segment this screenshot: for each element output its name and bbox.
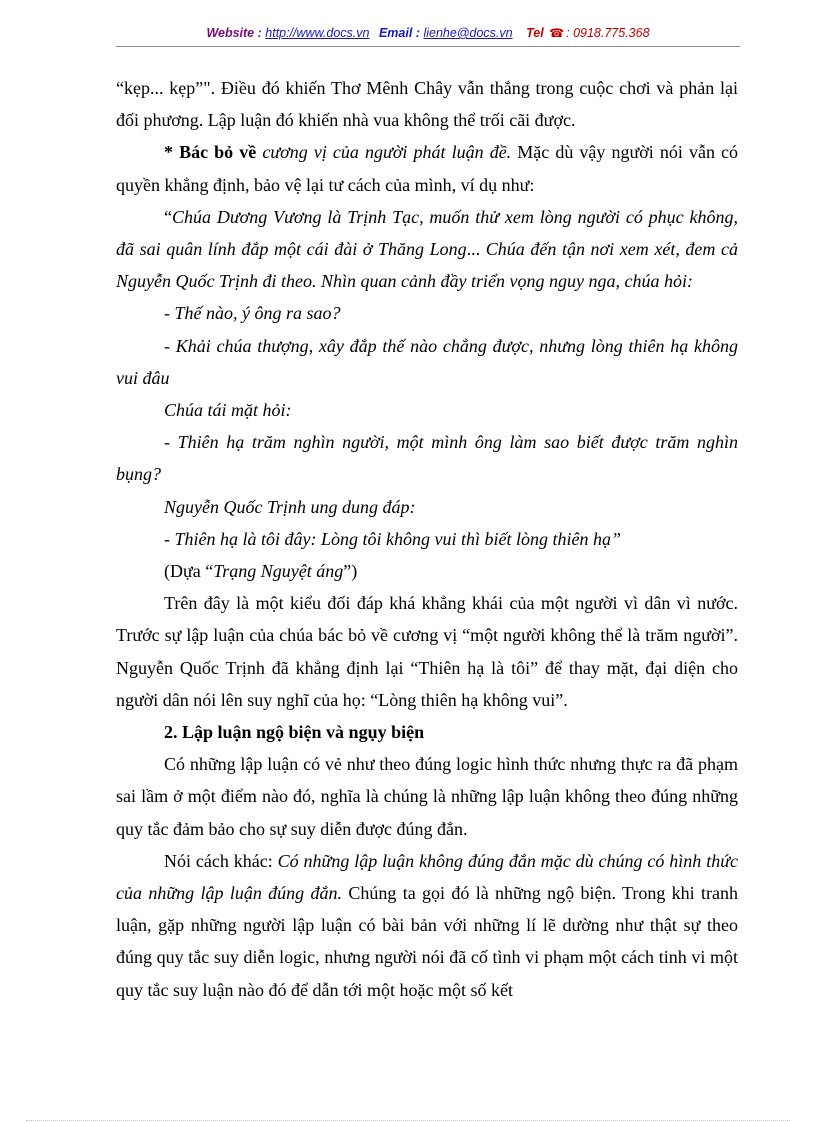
dialogue-line-6: - Thiên hạ là tôi đây: Lòng tôi không vui thì biết lòng thiên hạ”: [164, 528, 621, 549]
dialogue-line-4: - Thiên hạ trăm nghìn người, một mình ông làm sao biết được trăm nghìn bụng?: [116, 432, 738, 485]
p2-italic: cương vị của người phát luận đề.: [262, 142, 512, 163]
source-close: ”): [343, 561, 358, 582]
source-citation: [116, 555, 738, 587]
p2-bold-lead: * Bác bỏ về: [164, 142, 257, 163]
p2-rest: Mặc dù vậy người nói vẫn có quyền khẳng định, bảo vệ lại tư cách của mình, ví dụ như:: [116, 142, 739, 195]
paragraph-4: Trên đây là một kiểu đối đáp khá khẳng khái của một người vì dân vì nước. Trước sự lập luận của chúa bác bỏ về cương vị “một người không thể là trăm người”. Nguyễn Quốc Trịnh đã khẳng định lại “Thiên hạ là tôi” để thay mặt, đại diện cho người dân nói lên suy nghĩ của họ: “Lòng thiên hạ không vui”.: [116, 593, 738, 710]
page-header: [116, 24, 740, 47]
tel-label: Tel: [526, 26, 544, 40]
paragraph-1: “kẹp... kẹp”". Điều đó khiến Thơ Mênh Chây vẫn thắng trong cuộc chơi và phản lại đối phương. Lập luận đó khiến nhà vua không thể trối cãi được.: [116, 78, 738, 131]
quote-italic-c: Nhìn quan cảnh đầy triển vọng nguy nga, chúa hỏi:: [321, 271, 693, 292]
dialogue-line-3: Chúa tái mặt hỏi:: [164, 400, 292, 421]
quote-italic-b: Chúa đến tận nơi xem xét, đem cả Nguyễn Quốc Trịnh đi theo.: [116, 239, 738, 292]
website-link[interactable]: http://www.docs.vn: [265, 26, 370, 40]
paragraph-5: Có những lập luận có vẻ như theo đúng logic hình thức nhưng thực ra đã phạm sai lầm ở một điểm nào đó, nghĩa là chúng là những lập luận không theo đúng những quy tắc đảm bảo cho sự suy diễn được đúng đắn.: [116, 754, 738, 839]
quote-dots: ...: [466, 239, 481, 260]
quote-italic-a: Chúa Dương Vương là Trịnh Tạc, muốn thử xem lòng người có phục không, đã sai quân lính đắp một cái đài ở Thăng Long: [116, 206, 738, 260]
page-body: [116, 72, 738, 1006]
website-label: Website :: [206, 26, 262, 40]
email-link[interactable]: lienhe@docs.vn: [423, 26, 513, 40]
dialogue-line-1: - Thế nào, ý ông ra sao?: [164, 303, 341, 324]
p6-italic: Có những lập luận không đúng đắn mặc dù chúng có hình thức của những lập luận đúng đắn.: [116, 850, 739, 904]
section-heading: 2. Lập luận ngộ biện và ngụy biện: [164, 722, 425, 743]
dialogue-line-5: Nguyễn Quốc Trịnh ung dung đáp:: [164, 496, 416, 517]
p6-rest: Chúng ta gọi đó là những ngộ biện. Trong khi tranh luận, gặp những người lập luận có bài bản với những lí lẽ dường như thật sự theo đúng quy tắc suy diễn logic, nhưng người nói đã cố tình vi phạm một cách tinh vi một quy tắc suy luận nào đó để dẫn tới một hoặc một số kết: [116, 883, 739, 1000]
quote-open: “: [164, 206, 172, 227]
p6-lead: Nói cách khác:: [164, 850, 273, 871]
paragraph-2: [116, 136, 738, 200]
quote-paragraph: [116, 201, 738, 298]
dialogue-line-2: - Khải chúa thượng, xây đắp thế nào chẳng được, nhưng lòng thiên hạ không vui đâu: [116, 335, 738, 388]
tel-value: : 0918.775.368: [566, 26, 650, 40]
source-title: Trạng Nguyệt áng: [213, 561, 344, 582]
source-open: (Dựa “: [164, 561, 214, 582]
phone-icon: ☎: [549, 26, 565, 40]
page-bottom-divider: [26, 1120, 790, 1121]
email-label: Email :: [378, 26, 420, 40]
paragraph-6: [116, 845, 738, 1006]
